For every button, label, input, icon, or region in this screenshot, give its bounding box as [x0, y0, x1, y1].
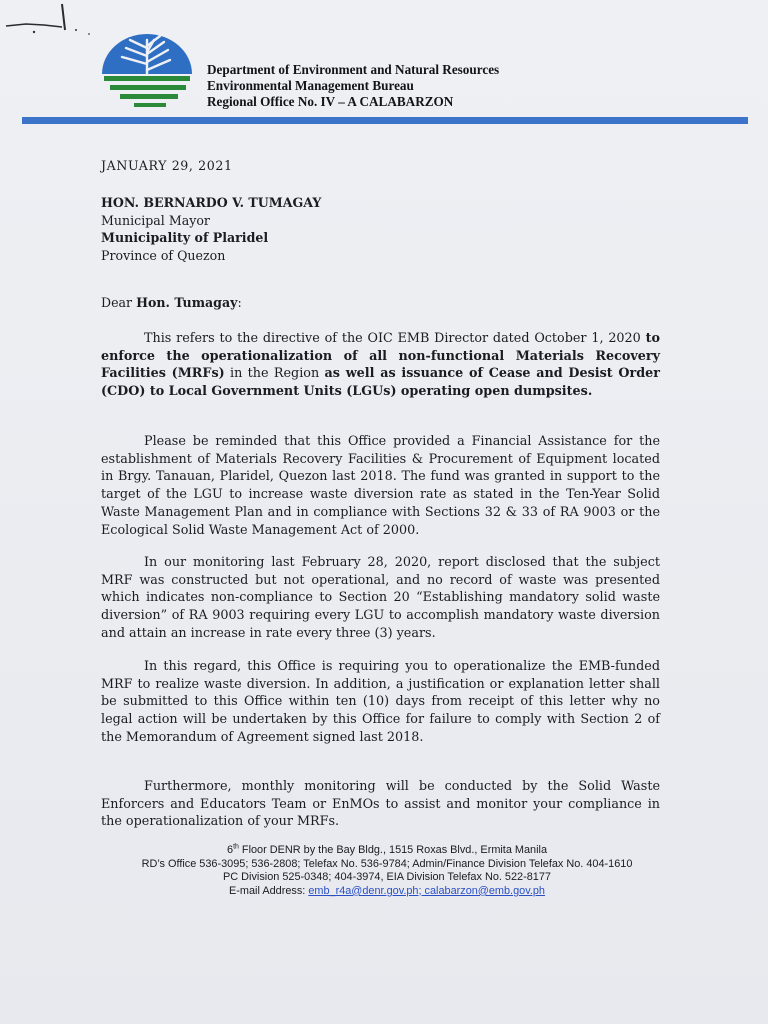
header-divider	[22, 117, 748, 124]
footer-email-label: E-mail Address:	[229, 884, 309, 897]
p1-bold-b: to enforce the operationalization of all non-functional Materials Recovery Facilities (MRFs)	[101, 331, 660, 382]
footer-email-links[interactable]: emb_r4a@denr.gov.ph; calabarzon@emb.gov.ph	[308, 884, 545, 897]
paragraph-directive	[101, 330, 660, 401]
agency-header	[207, 62, 499, 110]
p1-text-a: This refers to the directive of the OIC EMB Director dated October 1, 2020	[144, 331, 646, 346]
agency-bureau: Environmental Management Bureau	[207, 78, 414, 93]
agency-department: Department of Environment and Natural Resources	[207, 62, 500, 77]
footer-divisions: PC Division 525-0348; 404-3974, EIA Division Telefax No. 522-8177	[223, 871, 551, 884]
addressee-position: Municipal Mayor	[101, 212, 210, 228]
paragraph-monitoring: In our monitoring last February 28, 2020, report disclosed that the subject MRF was constructed but not operational, and no record of waste was presented which indicates non-compliance to Section 20 “Establishing mandatory solid waste diversion” of RA 9003 requiring every LGU to accomplish mandatory waste diversion and attain an increase in rate every three (3) years.	[101, 555, 660, 641]
footer-address-num: 6	[227, 844, 234, 856]
paragraph-monthly-monitoring: Furthermore, monthly monitoring will be conducted by the Solid Waste Enforcers and Educators Team or EnMOs to assist and monitor your compliance in the operationalization of your MRFs.	[101, 779, 660, 830]
salutation-suffix: :	[237, 295, 242, 310]
footer-phones: RD’s Office 536-3095; 536-2808; Telefax No. 536-9784; Admin/Finance Division Telefax No. 404-1610	[141, 857, 633, 870]
salutation-prefix: Dear	[101, 295, 137, 310]
letter-date: JANUARY 29, 2021	[101, 158, 233, 173]
paragraph-financial-assistance: Please be reminded that this Office provided a Financial Assistance for the establishment of Materials Recovery Facilities & Procurement of Equipment located in Brgy. Tanauan, Plaridel, Quezon last 2018. The fund was granted in support to the target of the LGU to increase waste diversion rate as stated in the Ten-Year Solid Waste Management Plan and in compliance with Sections 32 & 33 of RA 9003 or the Ecological Solid Waste Management Act of 2000.	[101, 434, 660, 538]
footer-address	[100, 844, 674, 858]
footer-address-rest: Floor DENR by the Bay Bldg., 1515 Roxas Blvd., Ermita Manila	[238, 844, 547, 856]
footer-email	[100, 885, 674, 899]
paragraph-requirement: In this regard, this Office is requiring you to operationalize the EMB-funded MRF to realize waste diversion. In addition, a justification or explanation letter shall be submitted to this Office within ten (10) days from receipt of this letter why no legal action will be undertaken by this Office for failure to comply with Section 2 of the Memorandum of Agreement signed last 2018.	[101, 659, 660, 745]
salutation	[101, 295, 242, 310]
footer-address-ordinal: th	[233, 843, 239, 851]
p1-text-c: in the Region	[224, 366, 325, 382]
addressee-province: Province of Quezon	[101, 247, 226, 263]
addressee-block	[101, 194, 321, 264]
addressee-office: Municipality of Plaridel	[101, 230, 269, 245]
addressee-name: HON. BERNARDO V. TUMAGAY	[101, 195, 322, 210]
salutation-name: Hon. Tumagay	[136, 295, 238, 310]
agency-regional-office: Regional Office No. IV – A CALABARZON	[207, 94, 454, 109]
denr-logo	[100, 30, 194, 110]
p1-bold-d: as well as issuance of Cease and Desist Order (CDO) to Local Government Units (LGUs) operating open dumpsites.	[101, 366, 660, 400]
letterhead-footer	[100, 844, 674, 898]
scan-artifact-mark	[4, 0, 114, 46]
